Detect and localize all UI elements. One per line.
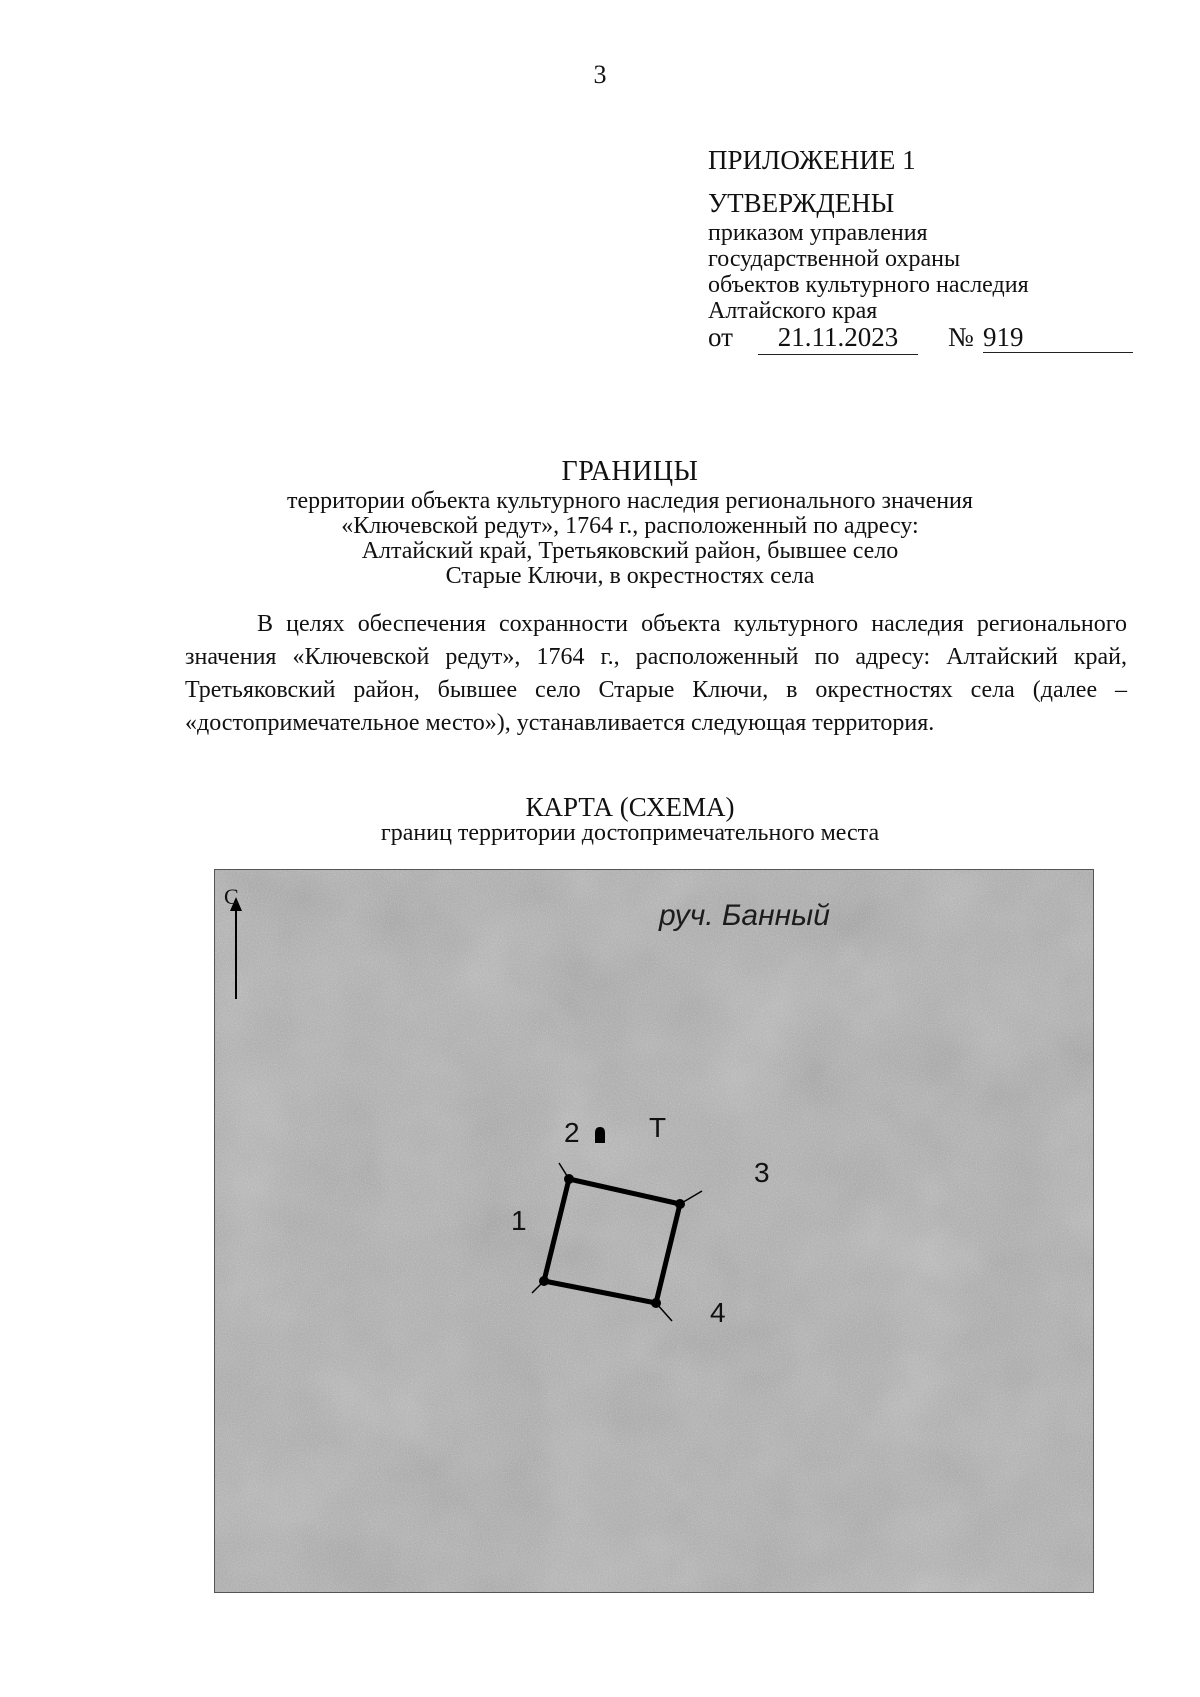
landmark-marker-icon xyxy=(595,1127,605,1143)
heading-title: ГРАНИЦЫ xyxy=(561,456,699,487)
map-subtitle: границ территории достопримечательного места xyxy=(380,820,880,846)
vertex-label-1: 1 xyxy=(511,1205,527,1236)
date-prefix: от xyxy=(708,322,733,352)
vertex-label-2: 2 xyxy=(564,1117,580,1148)
approval-line: приказом управления xyxy=(708,220,928,246)
heading-line: территории объекта культурного наследия регионального значения xyxy=(287,488,973,514)
intro-text: В целях обеспечения сохранности объекта культурного наследия регионального значения «Ключевской редут», 1764 г., расположенный по адресу: Алтайский край, Третьяковский район, бывшее село Старые Ключи, в окрестностях села (далее – «достопримечательное место»), устанавливается следующая территория. xyxy=(185,611,1127,736)
map-image xyxy=(214,869,1094,1593)
order-number: 919 xyxy=(983,322,1024,352)
document-heading xyxy=(180,455,1080,589)
approved-label: УТВЕРЖДЕНЫ xyxy=(708,188,895,218)
appendix-label: ПРИЛОЖЕНИЕ 1 xyxy=(708,145,916,175)
number-prefix: № xyxy=(948,322,974,352)
intro-paragraph xyxy=(185,608,1127,740)
page-number: 3 xyxy=(593,60,607,89)
date-underline xyxy=(758,354,918,355)
vertex-label-3: 3 xyxy=(754,1157,770,1188)
heading-line: Алтайский край, Третьяковский район, бывшее село xyxy=(361,538,899,564)
heading-line: «Ключевской редут», 1764 г., расположенный по адресу: xyxy=(341,513,919,539)
map-title: КАРТА (СХЕМА) xyxy=(525,792,735,822)
approval-line: государственной охраны xyxy=(708,246,961,272)
order-date-number xyxy=(708,318,1138,358)
north-label: С xyxy=(224,884,239,909)
number-underline xyxy=(983,352,1133,353)
order-date: 21.11.2023 xyxy=(777,322,899,352)
marker-label: Т xyxy=(649,1112,667,1143)
approval-line: Алтайского края xyxy=(708,298,878,324)
vertex-label-4: 4 xyxy=(710,1297,726,1328)
approval-line: объектов культурного наследия xyxy=(708,272,1029,298)
map-scheme xyxy=(214,869,1094,1593)
stream-label: руч. Банный xyxy=(659,899,830,932)
heading-line: Старые Ключи, в окрестностях села xyxy=(445,563,815,589)
